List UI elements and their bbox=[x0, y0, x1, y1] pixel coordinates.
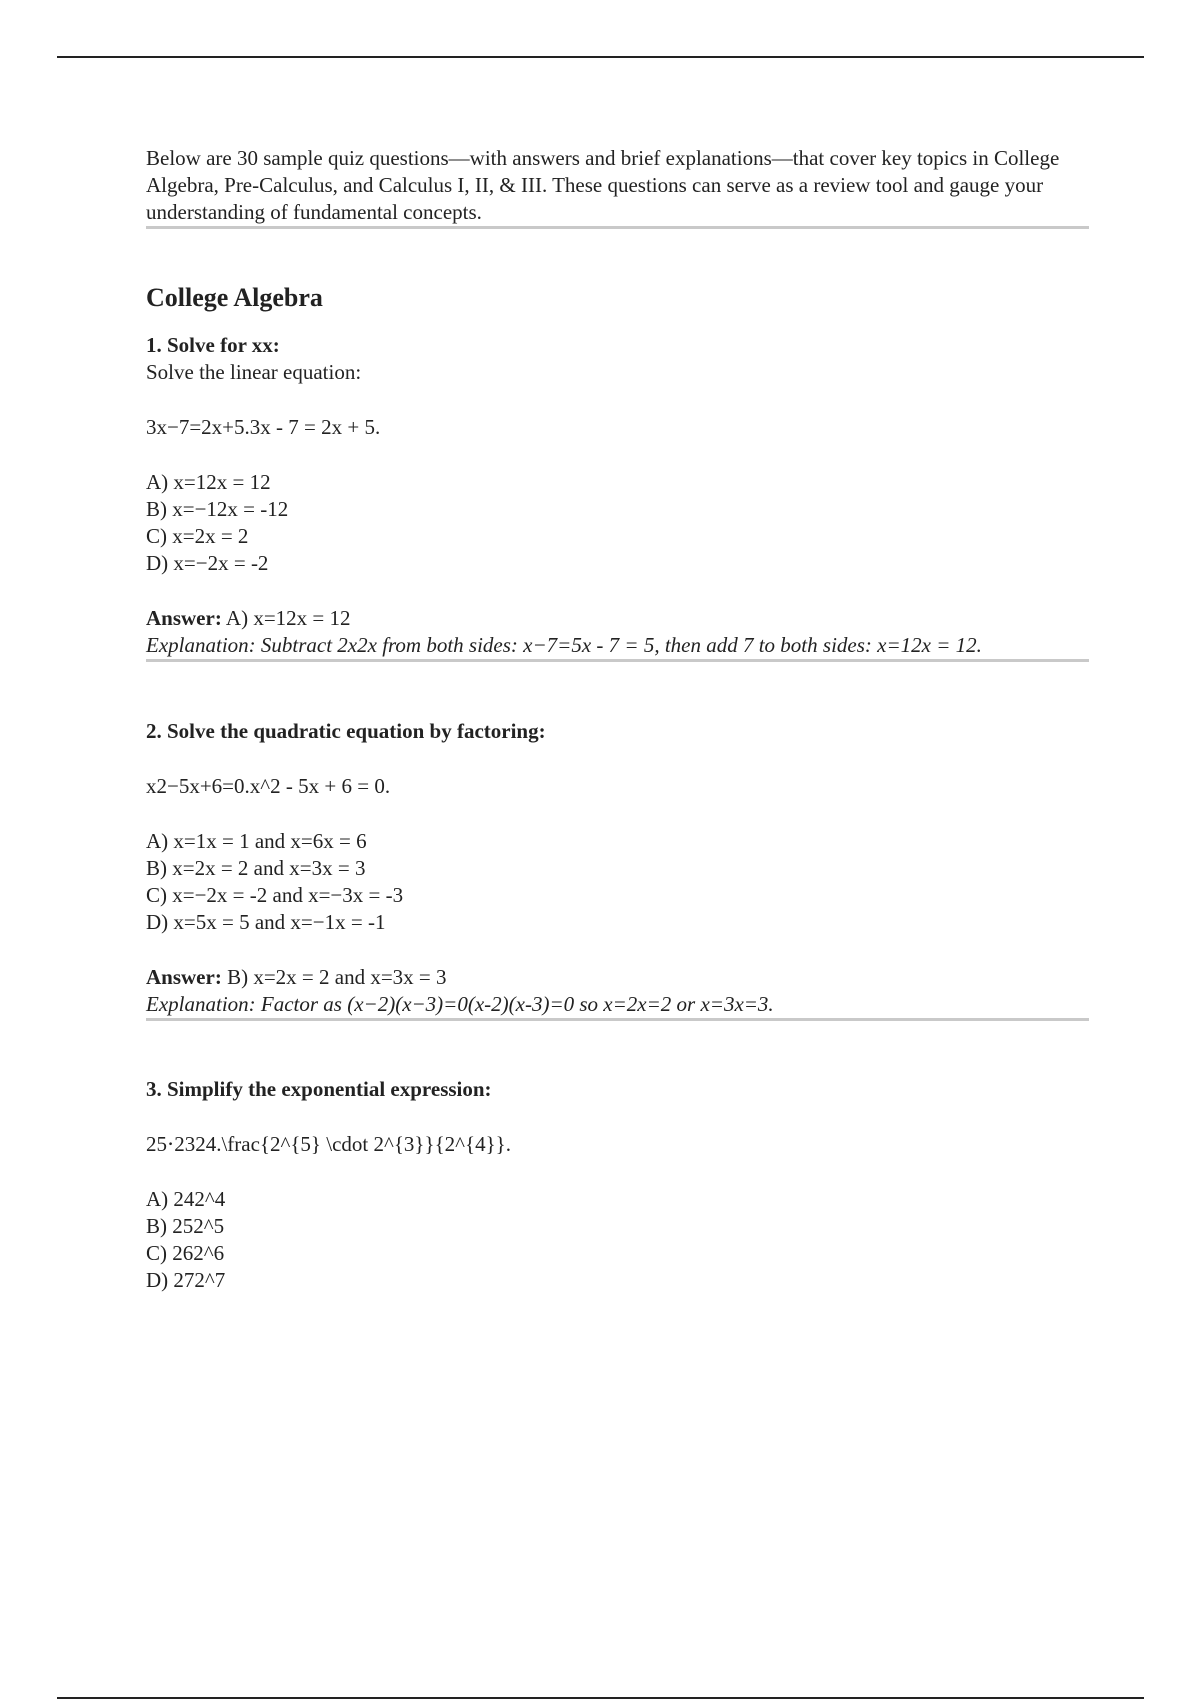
option-d: D) 272^7 bbox=[146, 1268, 226, 1292]
question-title: 1. Solve for xx: bbox=[146, 333, 280, 357]
answer-options bbox=[146, 828, 1089, 936]
explanation: Explanation: Factor as (x−2)(x−3)=0(x-2)(x-3)=0 so x=2x=2 or x=3x=3. bbox=[146, 992, 774, 1016]
section-title: College Algebra bbox=[146, 283, 323, 312]
option-a: A) x=1x = 1 and x=6x = 6 bbox=[146, 829, 367, 853]
document-body bbox=[146, 145, 1089, 1294]
answer-options bbox=[146, 469, 1089, 577]
divider bbox=[146, 659, 1089, 662]
option-c: C) 262^6 bbox=[146, 1241, 225, 1265]
answer-label: Answer: bbox=[146, 965, 222, 989]
question-3 bbox=[146, 1076, 1089, 1294]
question-title: 2. Solve the quadratic equation by factoring: bbox=[146, 719, 546, 743]
option-d: D) x=−2x = -2 bbox=[146, 551, 269, 575]
question-equation: x2−5x+6=0.x^2 - 5x + 6 = 0. bbox=[146, 774, 391, 798]
question-title: 3. Simplify the exponential expression: bbox=[146, 1077, 492, 1101]
option-a: A) 242^4 bbox=[146, 1187, 226, 1211]
question-2 bbox=[146, 718, 1089, 1018]
explanation: Explanation: Subtract 2x2x from both sides: x−7=5x - 7 = 5, then add 7 to both sides: x=12x = 12. bbox=[146, 633, 982, 657]
answer-options bbox=[146, 1186, 1089, 1294]
option-b: B) x=−12x = -12 bbox=[146, 497, 289, 521]
divider bbox=[146, 1018, 1089, 1021]
question-1 bbox=[146, 332, 1089, 659]
answer-value: A) x=12x = 12 bbox=[221, 606, 351, 630]
option-d: D) x=5x = 5 and x=−1x = -1 bbox=[146, 910, 386, 934]
question-equation: 3x−7=2x+5.3x - 7 = 2x + 5. bbox=[146, 415, 381, 439]
answer-line bbox=[146, 605, 1089, 632]
option-b: B) 252^5 bbox=[146, 1214, 225, 1238]
intro-paragraph: Below are 30 sample quiz questions—with answers and brief explanations—that cover key topics in College Algebra, Pre-Calculus, and Calculus I, II, & III. These questions can serve as a review tool and gauge your understanding of fundamental concepts. bbox=[146, 146, 1060, 224]
divider bbox=[146, 226, 1089, 229]
option-c: C) x=−2x = -2 and x=−3x = -3 bbox=[146, 883, 404, 907]
top-rule bbox=[57, 56, 1144, 58]
question-equation: 25⋅2324.\frac{2^{5} \cdot 2^{3}}{2^{4}}. bbox=[146, 1132, 511, 1156]
question-prompt: Solve the linear equation: bbox=[146, 360, 362, 384]
option-a: A) x=12x = 12 bbox=[146, 470, 271, 494]
answer-line bbox=[146, 964, 1089, 991]
answer-label: Answer: bbox=[146, 606, 222, 630]
option-b: B) x=2x = 2 and x=3x = 3 bbox=[146, 856, 366, 880]
option-c: C) x=2x = 2 bbox=[146, 524, 249, 548]
bottom-rule bbox=[57, 1697, 1144, 1699]
answer-value: B) x=2x = 2 and x=3x = 3 bbox=[221, 965, 447, 989]
